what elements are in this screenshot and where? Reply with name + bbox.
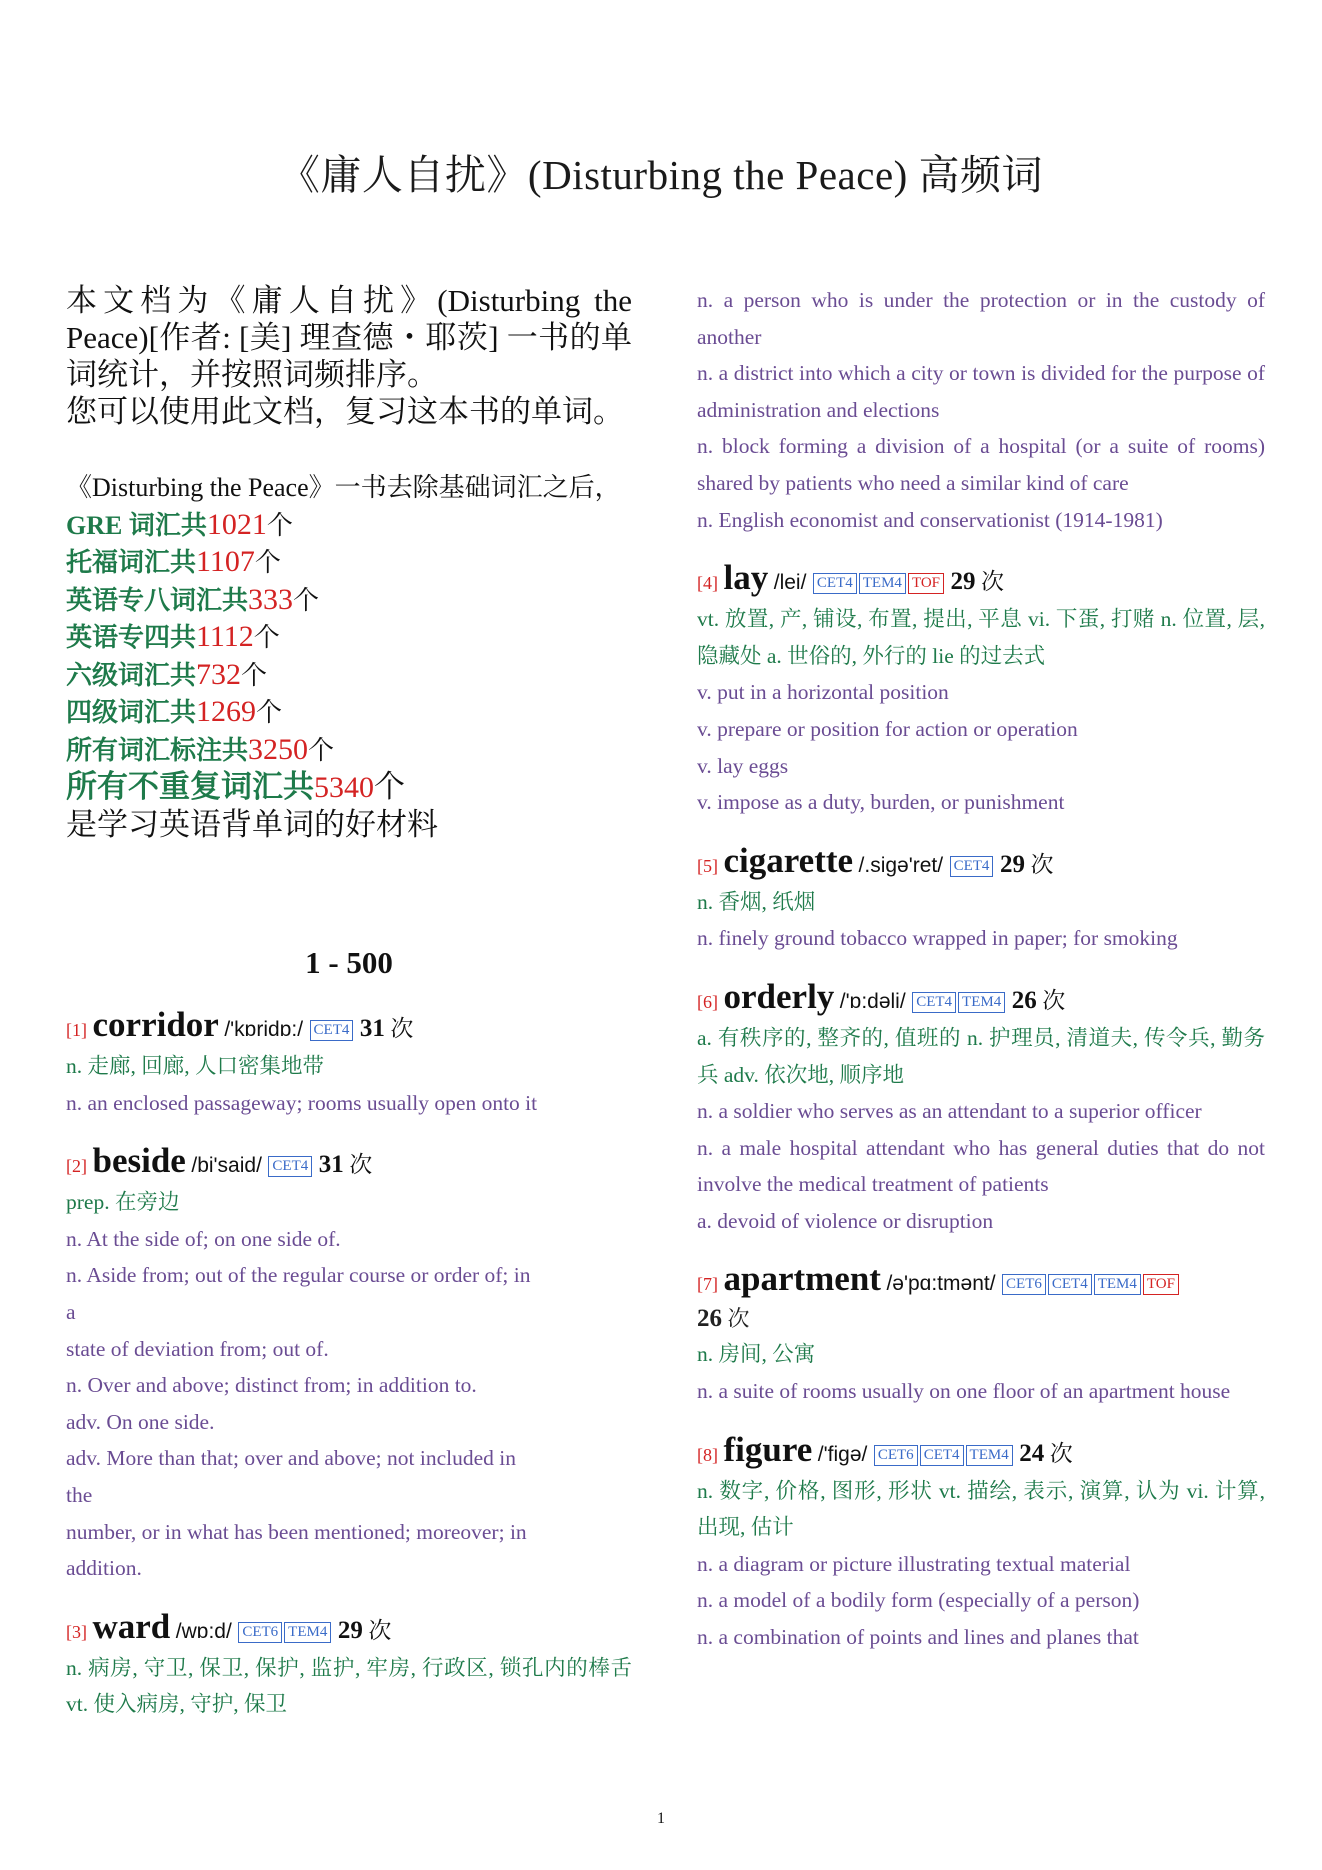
entry-count-unit: 次 [390, 1016, 414, 1041]
vocab-stats [66, 470, 632, 843]
definition-en: adv. More than that; over and above; not included in [66, 1446, 516, 1471]
entry-count: 24 [1019, 1439, 1045, 1467]
entry-word: apartment [723, 1259, 881, 1299]
ward-definitions-continued [697, 282, 1265, 538]
entry-count-unit: 次 [981, 569, 1005, 595]
definition-en: n. Aside from; out of the regular course or order of; in [66, 1263, 531, 1288]
entry-index: [7] [697, 1274, 718, 1295]
entry-count: 29 [950, 568, 976, 596]
entry-header [66, 1606, 632, 1650]
entry-index: [3] [66, 1621, 87, 1642]
entry-index: [1] [66, 1020, 87, 1040]
exam-tag: TOF [908, 573, 944, 594]
word-entry [697, 976, 1265, 1240]
entry-phonetic: /.sigə'ret/ [858, 853, 944, 877]
intro-text [66, 282, 632, 430]
stats-rows [66, 507, 632, 807]
word-entry [697, 1261, 1265, 1409]
stats-label: 英语专四共 [66, 623, 197, 652]
stats-number: 732 [196, 657, 242, 691]
word-entry [697, 840, 1265, 957]
entry-count: 26 [697, 1305, 722, 1333]
entry-header [66, 1007, 632, 1048]
stats-number: 3250 [248, 732, 309, 766]
entry-phonetic: /wɒ:d/ [175, 1619, 232, 1643]
entry-index: [6] [697, 991, 718, 1012]
right-column [697, 282, 1265, 1678]
definition-en: addition. [66, 1556, 142, 1581]
definition-en: a. devoid of violence or disruption [697, 1208, 994, 1233]
stats-label: GRE 词汇共 [66, 510, 207, 540]
word-entry [697, 560, 1265, 821]
definition-en: n. a combination of points and lines and planes that [697, 1625, 1139, 1650]
stats-number: 333 [248, 582, 294, 616]
entry-header [697, 1429, 1265, 1473]
stats-unit: 个 [256, 698, 283, 727]
definition-en: state of deviation from; out of. [66, 1336, 329, 1361]
entry-word: corridor [92, 1005, 219, 1044]
definition-en: n. finely ground tobacco wrapped in paper; for smoking [697, 926, 1178, 951]
entry-phonetic: /bi'said/ [191, 1154, 262, 1178]
exam-tag: TEM4 [958, 992, 1005, 1013]
stats-label: 托福词汇共 [66, 548, 197, 577]
exam-tag: CET4 [1048, 1274, 1092, 1295]
range-heading: 1 - 500 [305, 945, 393, 980]
right-entries [697, 560, 1265, 1655]
exam-tag: CET6 [238, 1622, 282, 1643]
definition-en: n. a suite of rooms usually on one floor of an apartment house [697, 1379, 1231, 1404]
stats-label: 六级词汇共 [66, 660, 197, 690]
stats-number: 1107 [196, 545, 255, 578]
entry-count-unit: 次 [1042, 987, 1066, 1013]
exam-tag: TEM4 [1094, 1274, 1141, 1295]
entry-index: [8] [697, 1444, 718, 1465]
entry-index: [5] [697, 855, 718, 876]
definition-en: n. English economist and conservationist (1914-1981) [697, 507, 1163, 532]
stats-label: 英语专八词汇共 [66, 585, 249, 615]
entry-count: 29 [337, 1616, 363, 1644]
entry-phonetic: /'ɒ:dəli/ [839, 989, 906, 1013]
entry-count: 31 [318, 1151, 344, 1179]
stats-first-line: 《Disturbing the Peace》一书去除基础词汇之后， [66, 473, 621, 502]
stats-unit: 个 [253, 623, 280, 652]
entry-count: 29 [999, 850, 1025, 878]
entry-count-unit: 次 [349, 1152, 373, 1178]
entry-word: beside [92, 1141, 186, 1181]
entry-count-unit: 次 [368, 1617, 392, 1643]
stats-row [66, 769, 632, 807]
definition-en: n. a person who is under the protection or in the custody of another [697, 288, 1265, 349]
entry-word: orderly [723, 976, 835, 1016]
stats-number: 5340 [314, 771, 374, 804]
word-entry [66, 1007, 632, 1121]
entry-count-unit: 次 [1049, 1440, 1073, 1466]
entry-word: lay [723, 558, 769, 598]
entry-header [697, 976, 1265, 1020]
entry-count-unit: 次 [1030, 851, 1054, 877]
exam-tag: CET4 [813, 573, 857, 594]
stats-row [66, 732, 632, 770]
definition-en: the [66, 1482, 93, 1507]
stats-row [66, 619, 632, 657]
definition-en: v. prepare or position for action or operation [697, 716, 1078, 741]
definition-en: n. a male hospital attendant who has general duties that do not involve the medical treatment of patients [697, 1135, 1265, 1197]
entry-phonetic: /ə'pɑ:tmənt/ [886, 1272, 996, 1296]
left-column [66, 282, 632, 1745]
exam-tag: TEM4 [284, 1622, 331, 1643]
entry-word: cigarette [723, 840, 854, 880]
stats-number: 1269 [196, 695, 257, 728]
definition-en: n. block forming a division of a hospital (or a suite of rooms) shared by patients who need a similar kind of care [697, 434, 1265, 495]
exam-tag: CET4 [268, 1156, 312, 1177]
exam-tag: CET4 [310, 1020, 354, 1041]
entry-header [66, 1143, 632, 1184]
definition-en: n. an enclosed passageway; rooms usually open onto it [66, 1090, 538, 1115]
stats-unit: 个 [241, 660, 268, 690]
entry-header [697, 1261, 1265, 1302]
intro-paragraph-1: 本文档为《庸人自扰》(Disturbing the Peace)[作者: [美] 理查德・耶茨] 一书的单词统计，并按照词频排序。 [66, 283, 632, 392]
definition-en: n. At the side of; on one side of. [66, 1226, 341, 1251]
definition-en: n. a diagram or picture illustrating textual material [697, 1551, 1131, 1576]
exam-tag: CET6 [1002, 1274, 1046, 1295]
exam-tag: TEM4 [966, 1445, 1013, 1466]
stats-row [66, 507, 632, 545]
exam-tag: CET4 [912, 992, 956, 1013]
word-entry [66, 1606, 632, 1723]
exam-tag: TOF [1143, 1274, 1179, 1295]
stats-unit: 个 [293, 585, 320, 615]
definition-en: n. a model of a bodily form (especially of a person) [697, 1588, 1140, 1613]
entry-phonetic: /'figə/ [817, 1442, 868, 1466]
definition-en: n. a district into which a city or town is divided for the purpose of administration and elections [697, 361, 1265, 422]
entry-phonetic: /'kɒridɒ:/ [224, 1018, 304, 1041]
exam-tag: TEM4 [859, 573, 906, 594]
entry-word: figure [723, 1429, 813, 1469]
entry-count: 26 [1011, 986, 1037, 1014]
entry-count-unit: 次 [727, 1306, 750, 1332]
exam-tag: CET4 [950, 856, 994, 877]
word-entry [66, 1143, 632, 1587]
definition-zh: n. 香烟, 纸烟 [697, 889, 816, 914]
stats-unit: 个 [254, 548, 281, 577]
intro-paragraph-2: 您可以使用此文档，复习这本书的单词。 [66, 394, 624, 429]
entry-index: [2] [66, 1156, 87, 1177]
definition-en: n. Over and above; distinct from; in addition to. [66, 1373, 477, 1398]
entry-count-line [697, 1302, 1265, 1336]
definition-zh: a. 有秩序的, 整齐的, 值班的 n. 护理员, 清道夫, 传令兵, 勤务兵 adv. 依次地, 顺序地 [697, 1025, 1265, 1087]
stats-row [66, 657, 632, 695]
definition-en: v. impose as a duty, burden, or punishment [697, 790, 1065, 815]
exam-tag: CET4 [920, 1445, 964, 1466]
definition-en: v. put in a horizontal position [697, 680, 949, 705]
stats-label: 所有不重复词汇共 [66, 769, 314, 804]
entry-count: 31 [359, 1015, 385, 1042]
definition-en: number, or in what has been mentioned; moreover; in [66, 1519, 527, 1544]
stats-number: 1021 [206, 507, 267, 541]
definition-zh: n. 数字, 价格, 图形, 形状 vt. 描绘, 表示, 演算, 认为 vi. 计算, 出现, 估计 [697, 1478, 1265, 1540]
document-title: 《庸人自扰》(Disturbing the Peace) 高频词 [278, 152, 1044, 198]
stats-row [66, 582, 632, 620]
stats-label: 所有词汇标注共 [66, 735, 249, 765]
definition-zh: n. 走廊, 回廊, 人口密集地带 [66, 1054, 325, 1078]
stats-unit: 个 [308, 735, 335, 765]
stats-label: 四级词汇共 [66, 698, 197, 727]
entry-index: [4] [697, 573, 718, 594]
stats-row [66, 694, 632, 732]
definition-en: v. lay eggs [697, 753, 789, 778]
stats-closing: 是学习英语背单词的好材料 [66, 806, 438, 842]
entry-header [697, 560, 1265, 601]
definition-zh: n. 房间, 公寓 [697, 1342, 816, 1367]
word-entry [697, 1429, 1265, 1656]
exam-tag: CET6 [874, 1445, 918, 1466]
entry-header [697, 840, 1265, 884]
definition-en: n. a soldier who serves as an attendant to a superior officer [697, 1099, 1202, 1124]
left-entries [66, 1007, 632, 1723]
stats-row [66, 544, 632, 582]
page-number: 1 [657, 1810, 665, 1827]
definition-zh: vt. 放置, 产, 铺设, 布置, 提出, 平息 vi. 下蛋, 打赌 n. 位置, 层, 隐藏处 a. 世俗的, 外行的 lie 的过去式 [697, 607, 1265, 668]
stats-number: 1112 [196, 620, 254, 653]
definition-en: adv. On one side. [66, 1409, 215, 1434]
entry-phonetic: /lei/ [773, 571, 807, 595]
definition-zh: prep. 在旁边 [66, 1190, 180, 1215]
stats-unit: 个 [266, 510, 293, 540]
definition-en: a [66, 1299, 76, 1324]
stats-unit: 个 [374, 769, 405, 804]
definition-zh: n. 病房, 守卫, 保卫, 保护, 监护, 牢房, 行政区, 锁孔内的棒舌 vt. 使入病房, 守护, 保卫 [66, 1655, 632, 1717]
entry-word: ward [92, 1606, 171, 1646]
